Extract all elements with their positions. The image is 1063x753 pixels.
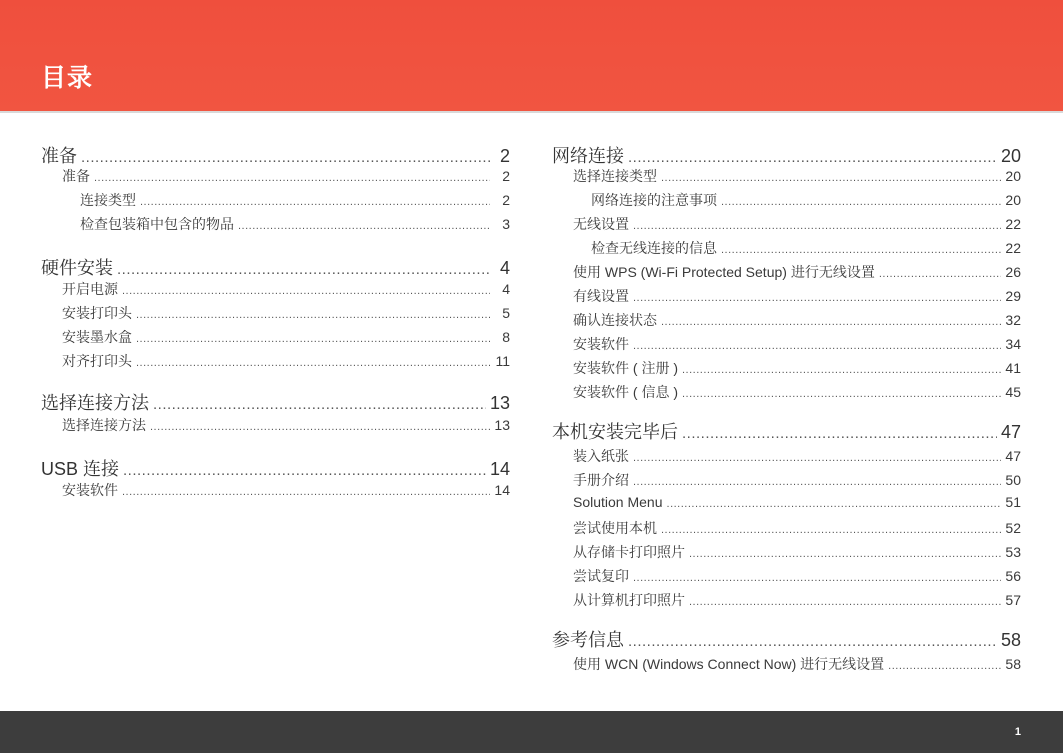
toc-entry[interactable] bbox=[41, 455, 510, 481]
dot-leader bbox=[628, 149, 997, 166]
toc-entry[interactable] bbox=[41, 415, 510, 435]
toc-entry-label: 网络连接 bbox=[552, 146, 624, 166]
dot-leader bbox=[150, 421, 490, 433]
toc-entry-page: 41 bbox=[1005, 360, 1021, 376]
toc-entry-page: 13 bbox=[489, 393, 510, 413]
toc-entry[interactable] bbox=[552, 310, 1021, 330]
toc-entry-label: 装入纸张 bbox=[573, 448, 629, 464]
page-title: 目录 bbox=[41, 64, 94, 92]
toc-entry[interactable] bbox=[41, 389, 510, 415]
toc-entry-label: 安装软件 ( 注册 ) bbox=[573, 360, 678, 376]
toc-entry[interactable] bbox=[552, 446, 1021, 466]
toc-entry-page: 2 bbox=[502, 192, 510, 208]
toc-entry-page: 32 bbox=[1005, 312, 1021, 328]
toc-entry-page: 58 bbox=[1005, 656, 1021, 672]
toc-entry[interactable] bbox=[552, 190, 1021, 210]
toc-entry[interactable] bbox=[41, 190, 510, 210]
toc-entry-label: 硬件安装 bbox=[41, 258, 113, 278]
header-bar bbox=[0, 0, 1063, 111]
toc-entry-page: 20 bbox=[1005, 192, 1021, 208]
toc-entry[interactable] bbox=[41, 279, 510, 299]
toc-entry-page: 2 bbox=[502, 168, 510, 184]
toc-entry-label: 从存储卡打印照片 bbox=[573, 544, 685, 560]
dot-leader bbox=[238, 220, 490, 232]
dot-leader bbox=[661, 316, 1001, 328]
toc-entry-page: 57 bbox=[1005, 592, 1021, 608]
toc-entry-label: 选择连接方法 bbox=[41, 393, 149, 413]
dot-leader bbox=[123, 462, 486, 479]
dot-leader bbox=[122, 486, 490, 498]
toc-entry-label: 检查无线连接的信息 bbox=[591, 240, 717, 256]
toc-entry[interactable] bbox=[552, 654, 1021, 674]
toc-entry-page: 45 bbox=[1005, 384, 1021, 400]
toc-entry-label: 选择连接类型 bbox=[573, 168, 657, 184]
dot-leader bbox=[633, 220, 1001, 232]
toc-entry-label: 安装软件 bbox=[62, 482, 118, 498]
footer-bar bbox=[0, 711, 1063, 753]
toc-entry-label: 参考信息 bbox=[552, 630, 624, 650]
toc-entry-page: 58 bbox=[1000, 630, 1021, 650]
toc-entry-label: 使用 WPS (Wi-Fi Protected Setup) 进行无线设置 bbox=[573, 264, 875, 280]
toc-entry[interactable] bbox=[552, 566, 1021, 586]
toc-entry[interactable] bbox=[552, 358, 1021, 378]
dot-leader bbox=[633, 476, 1001, 488]
dot-leader bbox=[633, 292, 1001, 304]
dot-leader bbox=[628, 633, 997, 650]
toc-entry[interactable] bbox=[41, 351, 510, 371]
toc-entry-page: 34 bbox=[1005, 336, 1021, 352]
toc-entry-label: 无线设置 bbox=[573, 216, 629, 232]
toc-entry[interactable] bbox=[41, 214, 510, 234]
toc-entry-page: 20 bbox=[1005, 168, 1021, 184]
dot-leader bbox=[682, 388, 1001, 400]
dot-leader bbox=[667, 498, 1001, 510]
toc-entry-page: 13 bbox=[494, 417, 510, 433]
toc-entry-page: 47 bbox=[1005, 448, 1021, 464]
toc-entry-page: 20 bbox=[1000, 146, 1021, 166]
toc-entry[interactable] bbox=[552, 382, 1021, 402]
page-number: 1 bbox=[1014, 726, 1021, 738]
toc-entry-label: USB 连接 bbox=[41, 459, 120, 479]
toc-entry[interactable] bbox=[41, 327, 510, 347]
toc-entry-page: 8 bbox=[502, 329, 510, 345]
toc-entry[interactable] bbox=[552, 542, 1021, 562]
toc-entry-label: 检查包装箱中包含的物品 bbox=[80, 216, 234, 232]
toc-entry-page: 53 bbox=[1005, 544, 1021, 560]
toc-entry-page: 29 bbox=[1005, 288, 1021, 304]
dot-leader bbox=[689, 548, 1001, 560]
dot-leader bbox=[122, 285, 490, 297]
toc-entry-label: 安装打印头 bbox=[62, 305, 132, 321]
toc-entry-page: 26 bbox=[1005, 264, 1021, 280]
toc-entry-label: 连接类型 bbox=[80, 192, 136, 208]
header-divider bbox=[0, 111, 1063, 113]
dot-leader bbox=[81, 149, 490, 166]
toc-entry-label: 对齐打印头 bbox=[62, 353, 132, 369]
dot-leader bbox=[136, 333, 490, 345]
toc-entry[interactable] bbox=[552, 142, 1021, 168]
toc-entry-label: 确认连接状态 bbox=[573, 312, 657, 328]
toc-entry-label: 使用 WCN (Windows Connect Now) 进行无线设置 bbox=[573, 656, 885, 672]
toc-entry[interactable] bbox=[41, 166, 510, 186]
dot-leader bbox=[140, 196, 490, 208]
toc-entry-page: 3 bbox=[502, 216, 510, 232]
toc-entry-page: 50 bbox=[1005, 472, 1021, 488]
toc-entry-page: 14 bbox=[489, 459, 510, 479]
toc-entry-label: 有线设置 bbox=[573, 288, 629, 304]
toc-entry[interactable] bbox=[552, 214, 1021, 234]
dot-leader bbox=[879, 268, 1001, 280]
toc-entry[interactable] bbox=[552, 334, 1021, 354]
dot-leader bbox=[153, 396, 486, 413]
toc-entry-label: 手册介绍 bbox=[573, 472, 629, 488]
dot-leader bbox=[682, 425, 997, 442]
toc-entry-label: 安装墨水盒 bbox=[62, 329, 132, 345]
dot-leader bbox=[721, 244, 1001, 256]
toc-entry-page: 47 bbox=[1000, 422, 1021, 442]
toc-entry-label: Solution Menu bbox=[573, 494, 663, 510]
toc-entry-page: 56 bbox=[1005, 568, 1021, 584]
dot-leader bbox=[633, 340, 1001, 352]
toc-entry-label: 本机安装完毕后 bbox=[552, 422, 678, 442]
toc-entry[interactable] bbox=[552, 166, 1021, 186]
toc-entry[interactable] bbox=[552, 470, 1021, 490]
toc-entry-page: 4 bbox=[499, 258, 510, 278]
toc-entry-page: 4 bbox=[502, 281, 510, 297]
toc-entry[interactable] bbox=[552, 418, 1021, 444]
dot-leader bbox=[136, 309, 490, 321]
dot-leader bbox=[689, 596, 1001, 608]
toc-entry[interactable] bbox=[552, 590, 1021, 610]
toc-entry-label: 安装软件 bbox=[573, 336, 629, 352]
toc-entry-page: 22 bbox=[1005, 240, 1021, 256]
toc-entry[interactable] bbox=[552, 626, 1021, 652]
toc-entry[interactable] bbox=[552, 262, 1021, 282]
dot-leader bbox=[94, 172, 490, 184]
toc-entry[interactable] bbox=[552, 518, 1021, 538]
toc-entry[interactable] bbox=[41, 480, 510, 500]
dot-leader bbox=[136, 357, 490, 369]
dot-leader bbox=[888, 660, 1001, 672]
toc-entry-label: 尝试使用本机 bbox=[573, 520, 657, 536]
dot-leader bbox=[633, 572, 1001, 584]
toc-entry-label: 准备 bbox=[62, 168, 90, 184]
toc-entry-page: 5 bbox=[502, 305, 510, 321]
toc-entry-label: 准备 bbox=[41, 146, 77, 166]
toc-entry-page: 11 bbox=[495, 353, 510, 369]
toc-entry-page: 52 bbox=[1005, 520, 1021, 536]
toc-entry[interactable] bbox=[552, 494, 1021, 510]
toc-entry-label: 从计算机打印照片 bbox=[573, 592, 685, 608]
toc-entry-page: 22 bbox=[1005, 216, 1021, 232]
toc-entry[interactable] bbox=[552, 286, 1021, 306]
toc-entry-page: 14 bbox=[494, 482, 510, 498]
dot-leader bbox=[117, 261, 490, 278]
toc-entry-label: 网络连接的注意事项 bbox=[591, 192, 717, 208]
toc-entry-page: 51 bbox=[1005, 494, 1021, 510]
dot-leader bbox=[721, 196, 1001, 208]
toc-entry[interactable] bbox=[41, 303, 510, 323]
dot-leader bbox=[633, 452, 1001, 464]
dot-leader bbox=[661, 524, 1001, 536]
toc-entry-label: 选择连接方法 bbox=[62, 417, 146, 433]
toc-entry[interactable] bbox=[552, 238, 1021, 258]
toc-entry-label: 安装软件 ( 信息 ) bbox=[573, 384, 678, 400]
dot-leader bbox=[661, 172, 1001, 184]
toc-entry[interactable] bbox=[41, 254, 510, 280]
toc-entry[interactable] bbox=[41, 142, 510, 168]
dot-leader bbox=[682, 364, 1001, 376]
toc-entry-label: 开启电源 bbox=[62, 281, 118, 297]
toc-entry-page: 2 bbox=[499, 146, 510, 166]
toc-entry-label: 尝试复印 bbox=[573, 568, 629, 584]
